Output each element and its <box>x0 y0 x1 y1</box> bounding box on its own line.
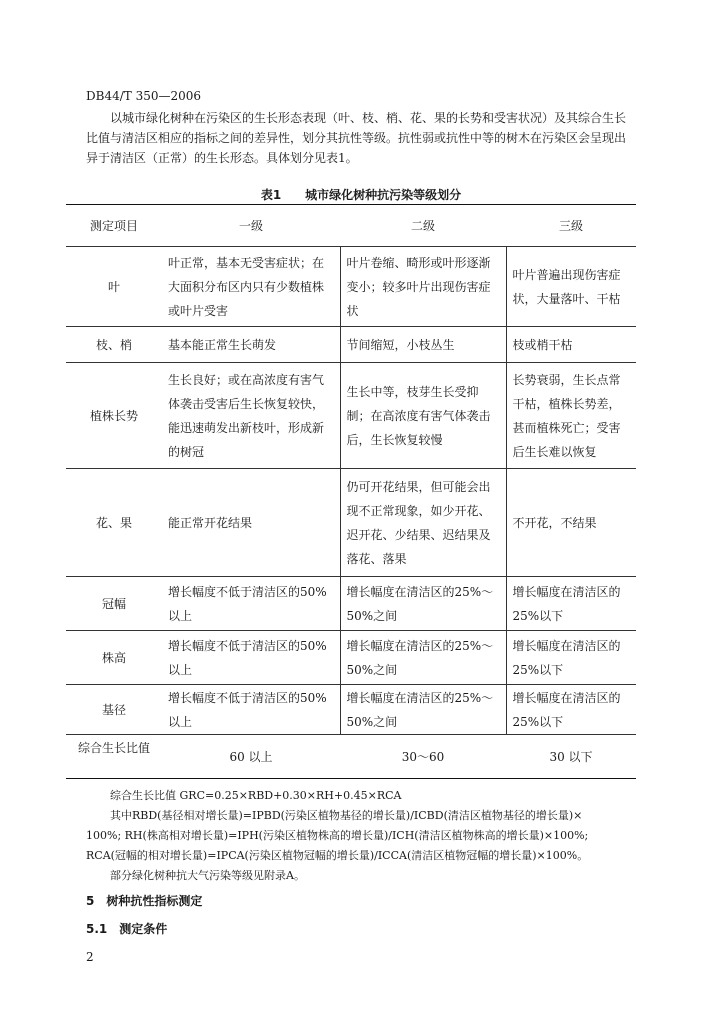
cell-grade-1: 增长幅度不低于清洁区的50%以上 <box>162 577 340 631</box>
cell-grade-3: 增长幅度在清洁区的25%以下 <box>512 584 621 623</box>
row-item: 花、果 <box>95 515 132 530</box>
row-item: 冠幅 <box>101 596 126 611</box>
cell-grade-1: 增长幅度不低于清洁区的50%以上 <box>162 685 340 735</box>
formula-note-2: 100%; RH(株高相对增长量)=IPH(污染区植物株高的增长量)/ICH(清洁区植物株高的增长量)×100%; <box>86 829 589 842</box>
cell-grade-2: 增长幅度在清洁区的25%～50%之间 <box>340 631 506 685</box>
grading-table <box>66 204 636 779</box>
cell-grade-2: 增长幅度在清洁区的25%～50%之间 <box>340 577 506 631</box>
row-item: 株高 <box>101 650 126 665</box>
table-row <box>66 363 636 469</box>
summary-label: 综合生长比值 <box>77 741 150 755</box>
cell-grade-1: 基本能正常生长萌发 <box>162 327 340 363</box>
formula-block <box>86 786 666 886</box>
table-caption: 表1 城市绿化树种抗污染等级划分 <box>260 188 462 202</box>
row-item: 植株长势 <box>89 408 138 423</box>
intro-line-1: 以城市绿化树种在污染区的生长形态表现（叶、枝、梢、花、果的长势和受害状况）及其综合生长 <box>110 111 627 125</box>
summary-grade-1: 60 以上 <box>229 749 273 764</box>
summary-row <box>66 735 636 779</box>
formula-note-4: 部分绿化树种抗大气污染等级见附录A。 <box>110 869 305 882</box>
header-item: 测定项目 <box>89 218 138 233</box>
cell-grade-1: 叶正常，基本无受害症状；在大面积分布区内只有少数植株或叶片受害 <box>162 247 340 327</box>
table-header-row <box>66 205 636 247</box>
formula-note-3: RCA(冠幅的相对增长量)=IPCA(污染区植物冠幅的增长量)/ICCA(清洁区植物冠幅的增长量)×100%。 <box>86 849 589 862</box>
summary-grade-2: 30～60 <box>401 749 445 764</box>
table-row <box>66 685 636 735</box>
intro-paragraph <box>86 108 664 168</box>
formula-main: 综合生长比值 GRC=0.25×RBD+0.30×RH+0.45×RCA <box>110 789 402 802</box>
cell-grade-3: 长势衰弱，生长点常干枯，植株长势差，甚而植株死亡；受害后生长难以恢复 <box>512 372 621 459</box>
cell-grade-2: 生长中等，枝芽生长受抑制；在高浓度有害气体袭击后，生长恢复较慢 <box>340 363 506 469</box>
row-item: 基径 <box>101 702 126 717</box>
header-grade-3: 三级 <box>558 218 583 233</box>
intro-line-2: 比值与清洁区相应的指标之间的差异性，划分其抗性等级。抗性弱或抗性中等的树木在污染区会呈现出 <box>86 131 627 145</box>
cell-grade-1: 生长良好；或在高浓度有害气体袭击受害后生长恢复较快，能迅速萌发出新枝叶，形成新的树冠 <box>162 363 340 469</box>
summary-grade-3: 30 以下 <box>549 749 593 764</box>
table-row <box>66 469 636 577</box>
cell-grade-2: 叶片卷缩、畸形或叶形逐渐变小；较多叶片出现伤害症状 <box>340 247 506 327</box>
cell-grade-3: 不开花，不结果 <box>512 515 597 530</box>
document-code: DB44/T 350—2006 <box>86 89 202 103</box>
cell-grade-3: 叶片普遍出现伤害症状，大量落叶、干枯 <box>512 267 621 306</box>
cell-grade-3: 增长幅度在清洁区的25%以下 <box>512 690 621 729</box>
table-row <box>66 247 636 327</box>
header-grade-2: 二级 <box>410 218 435 233</box>
section-5-heading: 5 树种抗性指标测定 <box>86 894 203 908</box>
header-grade-1: 一级 <box>238 218 263 233</box>
row-item: 叶 <box>107 279 120 294</box>
cell-grade-3: 枝或梢干枯 <box>512 337 573 352</box>
cell-grade-1: 能正常开花结果 <box>162 469 340 577</box>
section-5-1-heading: 5.1 测定条件 <box>86 922 168 936</box>
formula-note-1: 其中RBD(基径相对增长量)=IPBD(污染区植物基径的增长量)/ICBD(清洁区植物基径的增长量)× <box>110 809 583 822</box>
table-row <box>66 577 636 631</box>
cell-grade-2: 仍可开花结果，但可能会出现不正常现象，如少开花、迟开花、少结果、迟结果及落花、落果 <box>340 469 506 577</box>
cell-grade-3: 增长幅度在清洁区的25%以下 <box>512 638 621 677</box>
cell-grade-2: 增长幅度在清洁区的25%～50%之间 <box>340 685 506 735</box>
cell-grade-1: 增长幅度不低于清洁区的50%以上 <box>162 631 340 685</box>
row-item: 枝、梢 <box>95 337 132 352</box>
table-row <box>66 327 636 363</box>
page-number: 2 <box>86 950 94 964</box>
cell-grade-2: 节间缩短，小枝丛生 <box>340 327 506 363</box>
table-row <box>66 631 636 685</box>
intro-line-3: 异于清洁区（正常）的生长形态。具体划分见表1。 <box>86 151 358 165</box>
